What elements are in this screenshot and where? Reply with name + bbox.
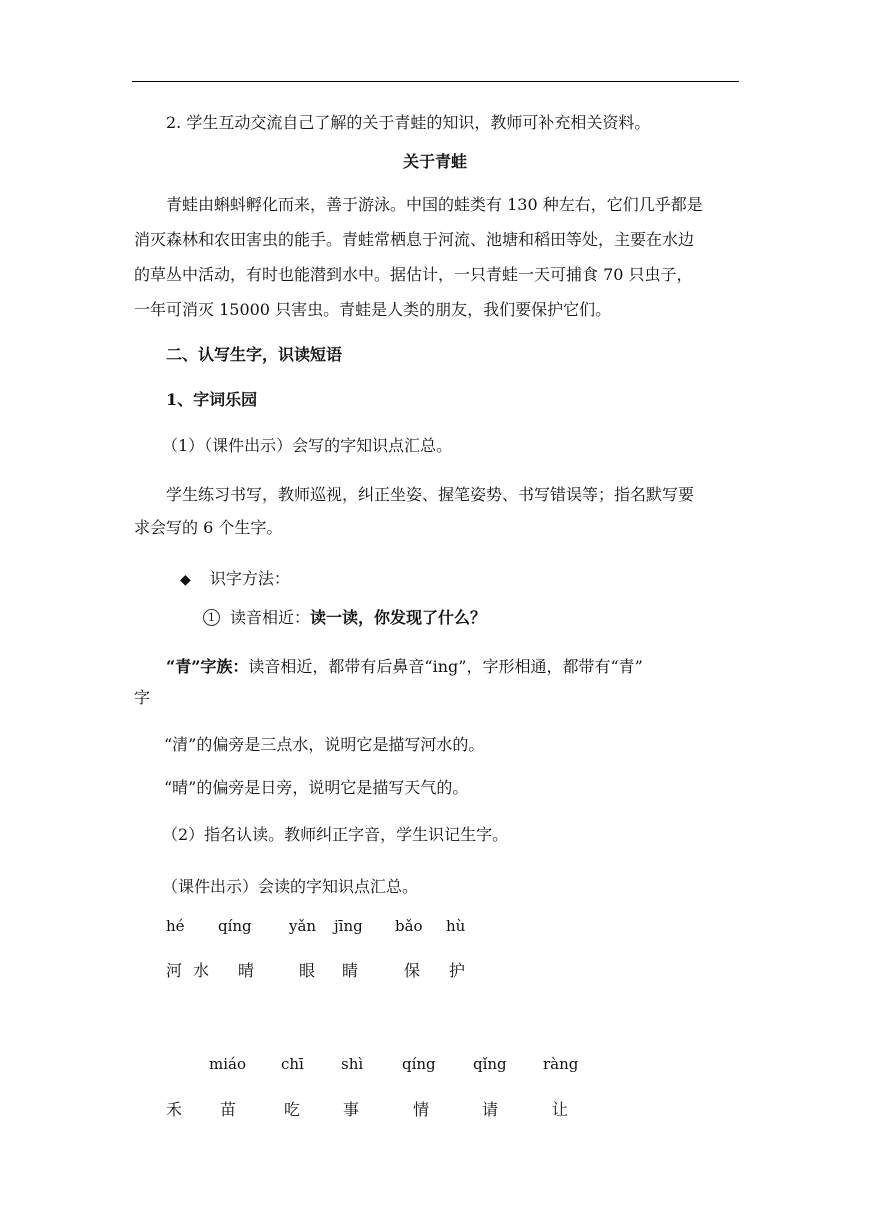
point-label: 读音相近：: [230, 608, 311, 627]
circled-number-icon: 1: [203, 609, 220, 626]
qing-water-line: “清”的偏旁是三点水，说明它是描写河水的。: [164, 735, 485, 754]
practice-line: 求会写的 6 个生字。: [134, 518, 283, 537]
frog-line: 一年可消灭 15000 只害虫。青蛙是人类的朋友，我们要保护它们。: [134, 300, 612, 319]
hanzi: 河: [166, 961, 183, 980]
paragraph-discussion: 2. 学生互动交流自己了解的关于青蛙的知识，教师可补充相关资料。: [166, 113, 651, 132]
frog-line: 的草丛中活动，有时也能潜到水中。据估计，一只青蛙一天可捕食 70 只虫子，: [134, 265, 693, 284]
pinyin: hù: [446, 917, 466, 935]
qing-family-line: [166, 657, 643, 677]
method-row: [180, 569, 290, 590]
point-row: [203, 608, 486, 628]
hanzi: 情: [413, 1100, 430, 1119]
pinyin: yǎn: [289, 917, 317, 935]
qing-sun-line: “晴”的偏旁是日旁，说明它是描写天气的。: [164, 778, 469, 797]
frog-line: 消灭森林和农田害虫的能手。青蛙常栖息于河流、池塘和稻田等处，主要在水边: [134, 230, 695, 249]
practice-line: 学生练习书写，教师巡视，纠正坐姿、握笔姿势、书写错误等；指名默写要: [166, 485, 695, 504]
hanzi: 禾: [166, 1100, 183, 1119]
point-question: 读一读，你发现了什么？: [310, 608, 487, 627]
qing-family-text: 读音相近，都带有后鼻音“ing”，字形相通，都带有“青”: [248, 657, 643, 676]
pinyin: ràng: [543, 1055, 579, 1073]
frog-title: 关于青蛙: [402, 152, 467, 171]
pinyin: shì: [341, 1055, 364, 1073]
method-label: 识字方法：: [209, 569, 290, 588]
section-heading: 二、认写生字，识读短语: [166, 345, 343, 364]
hanzi: 事: [343, 1100, 360, 1119]
item-recognize: （2）指名认读。教师纠正字音，学生识记生字。: [162, 825, 509, 844]
hanzi: 水: [193, 961, 210, 980]
subsection-heading: 1、字词乐园: [166, 390, 258, 409]
hanzi: 吃: [284, 1100, 301, 1119]
hanzi: 晴: [238, 961, 255, 980]
item-write-summary: （1）（课件出示）会写的字知识点汇总。: [162, 436, 453, 455]
pinyin: chī: [281, 1055, 304, 1073]
pinyin: qǐng: [473, 1055, 507, 1073]
hanzi: 睛: [342, 961, 359, 980]
pinyin: jīng: [334, 917, 363, 935]
hanzi: 眼: [299, 961, 316, 980]
hanzi: 保: [404, 961, 421, 980]
frog-line: 青蛙由蝌蚪孵化而来，善于游泳。中国的蛙类有 130 种左右，它们几乎都是: [166, 195, 703, 214]
pinyin: hé: [166, 917, 185, 935]
pinyin: qíng: [402, 1055, 436, 1073]
qing-family-cont: 字: [134, 688, 151, 707]
hanzi: 苗: [220, 1100, 237, 1119]
pinyin: miáo: [209, 1055, 246, 1073]
qing-family-label: “青”字族：: [166, 657, 249, 676]
hanzi: 让: [552, 1100, 569, 1119]
hanzi: 请: [482, 1100, 499, 1119]
item-read-summary: （课件出示）会读的字知识点汇总。: [162, 877, 419, 896]
hanzi: 护: [449, 961, 466, 980]
pinyin: qíng: [218, 917, 252, 935]
diamond-bullet-icon: ◆: [180, 572, 191, 588]
header-rule: [132, 81, 739, 82]
pinyin: bǎo: [395, 917, 423, 935]
